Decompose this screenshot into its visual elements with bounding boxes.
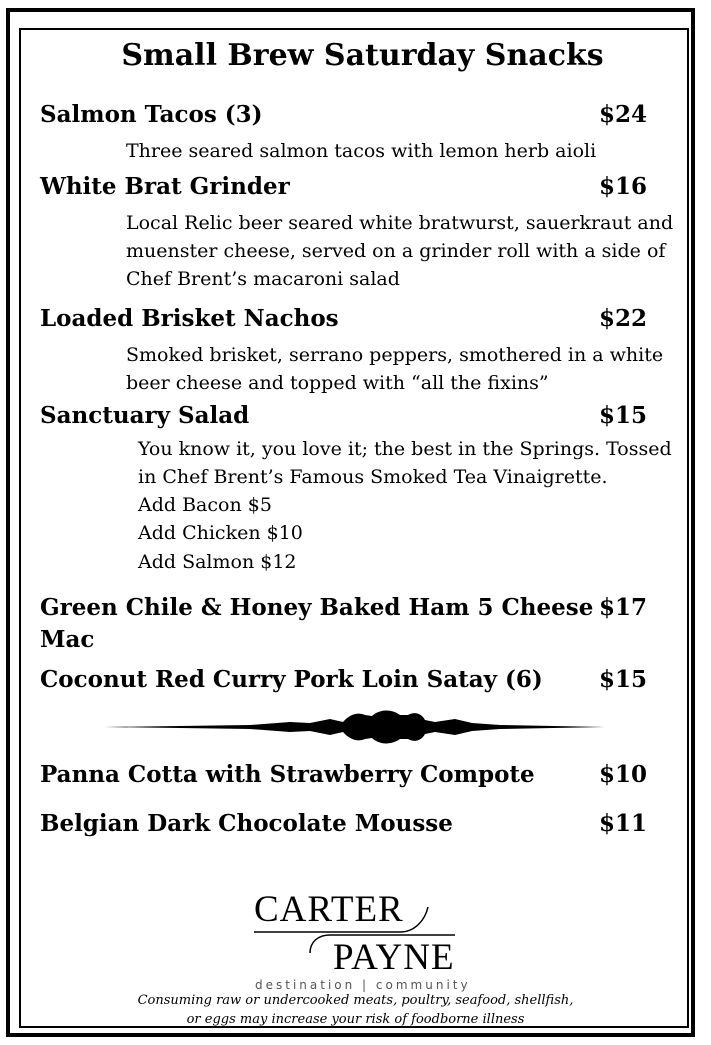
- logo-tagline: destination | community: [255, 978, 471, 992]
- item-name-loaded-brisket-nachos: Loaded Brisket Nachos: [40, 305, 339, 332]
- item-desc-line: muenster cheese, served on a grinder roll with a side of: [126, 240, 666, 262]
- item-desc-line: in Chef Brent’s Famous Smoked Tea Vinaigrette.: [138, 466, 608, 488]
- item-name-salmon-tacos: Salmon Tacos (3): [40, 101, 263, 128]
- dessert-name-panna-cotta: Panna Cotta with Strawberry Compote: [40, 761, 535, 788]
- item-desc-salmon-tacos: Three seared salmon tacos with lemon herb aioli: [126, 140, 597, 162]
- item-price-green-chile-mac: $17: [598, 594, 647, 621]
- item-desc-line: You know it, you love it; the best in the Springs. Tossed: [138, 438, 672, 460]
- item-desc-line: beer cheese and topped with “all the fixins”: [126, 372, 549, 394]
- logo-carter: CARTER: [254, 889, 404, 930]
- item-price-salmon-tacos: $24: [598, 101, 647, 128]
- item-addon-bacon: Add Bacon $5: [138, 494, 272, 516]
- ornament-divider-icon: [100, 707, 610, 747]
- item-name-white-brat-grinder: White Brat Grinder: [40, 173, 290, 200]
- item-addon-chicken: Add Chicken $10: [138, 522, 303, 544]
- item-addon-salmon: Add Salmon $12: [138, 551, 297, 573]
- item-price-loaded-brisket-nachos: $22: [598, 305, 647, 332]
- logo-payne: PAYNE: [333, 937, 455, 978]
- dessert-price-chocolate-mousse: $11: [598, 810, 647, 837]
- disclaimer-line-1: Consuming raw or undercooked meats, poultry, seafood, shellfish,: [137, 993, 574, 1008]
- item-desc-line: Chef Brent’s macaroni salad: [126, 268, 400, 290]
- disclaimer-line-2: or eggs may increase your risk of foodborne illness: [186, 1012, 525, 1027]
- item-price-white-brat-grinder: $16: [598, 173, 647, 200]
- menu-title: Small Brew Saturday Snacks: [121, 38, 604, 73]
- item-name-green-chile-mac-line2: Mac: [40, 626, 95, 653]
- item-name-coconut-satay: Coconut Red Curry Pork Loin Satay (6): [40, 666, 543, 693]
- item-price-coconut-satay: $15: [598, 666, 647, 693]
- dessert-price-panna-cotta: $10: [598, 761, 647, 788]
- item-name-green-chile-mac: Green Chile & Honey Baked Ham 5 Cheese: [40, 594, 594, 621]
- item-desc-line: Local Relic beer seared white bratwurst, sauerkraut and: [126, 212, 674, 234]
- item-price-sanctuary-salad: $15: [598, 402, 647, 429]
- dessert-name-chocolate-mousse: Belgian Dark Chocolate Mousse: [40, 810, 453, 837]
- item-name-sanctuary-salad: Sanctuary Salad: [40, 402, 250, 429]
- item-desc-line: Smoked brisket, serrano peppers, smothered in a white: [126, 344, 664, 366]
